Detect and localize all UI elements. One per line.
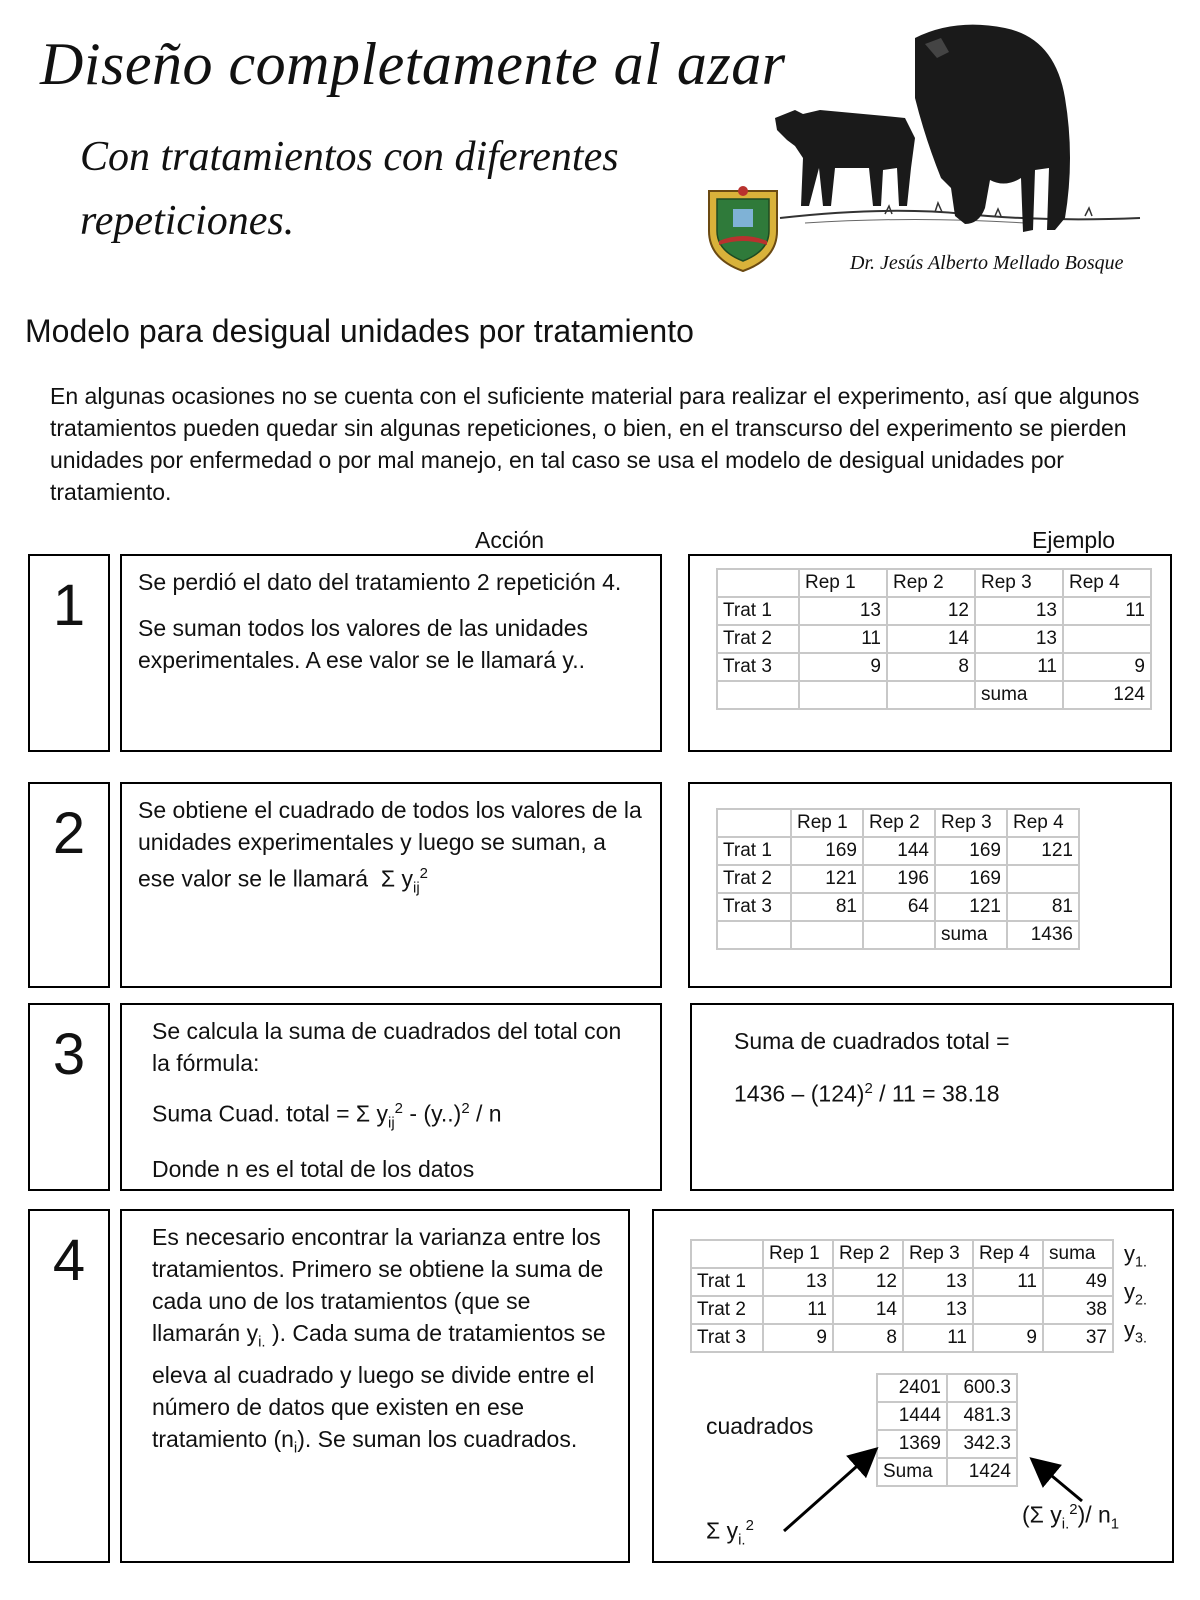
table-cell: 8 <box>887 653 975 681</box>
arrow-right-icon <box>1034 1461 1082 1501</box>
table-cell: Trat 3 <box>717 653 799 681</box>
table-cell: suma <box>935 921 1007 949</box>
step-1-table <box>716 568 1152 710</box>
step-2-example <box>688 782 1172 988</box>
intro-paragraph: En algunas ocasiones no se cuenta con el suficiente material para realizar el experimento, así que algunos tratamientos pueden quedar sin algunas repeticiones, o bien, en el transcurso del experimento se pierden unidades por enfermedad o por mal manejo, en tal caso se usa el modelo de desigual unidades por tratamiento. <box>50 383 1140 505</box>
label-base: Σ y <box>706 1517 739 1544</box>
table-header-cell: suma <box>1043 1240 1113 1268</box>
table-cell: 600.3 <box>947 1374 1017 1402</box>
table-header-cell: Rep 3 <box>975 569 1063 597</box>
step-3-action <box>120 1003 662 1191</box>
table-cell: 169 <box>935 837 1007 865</box>
step-3-formula <box>152 1093 644 1139</box>
table-cell <box>887 681 975 709</box>
table-header-cell: Rep 1 <box>791 809 863 837</box>
step-number-4: 4 <box>28 1209 110 1563</box>
table-row <box>717 653 1151 681</box>
table-cell <box>799 681 887 709</box>
page-subtitle: Con tratamientos con diferentes repeticiones. <box>80 134 619 244</box>
table-cell: Trat 1 <box>691 1268 763 1296</box>
table-cell: 9 <box>973 1324 1043 1352</box>
table-cell: 481.3 <box>947 1402 1017 1430</box>
table-cell <box>717 921 791 949</box>
table-row <box>717 681 1151 709</box>
step-2-table <box>716 808 1080 950</box>
table-cell <box>863 921 935 949</box>
label-sup: 2 <box>745 1517 754 1534</box>
sum-squares-label <box>706 1517 754 1548</box>
table-cell: 81 <box>791 893 863 921</box>
step-3-example <box>690 1003 1174 1191</box>
calc-part: / 11 = 38.18 <box>872 1080 1000 1107</box>
squares-over-n-label <box>1022 1501 1119 1532</box>
formula-subscript: ij <box>388 1114 395 1132</box>
table-row <box>717 893 1079 921</box>
table-cell: Suma <box>877 1458 947 1486</box>
table-header-cell: Rep 2 <box>863 809 935 837</box>
step-number-3: 3 <box>28 1003 110 1191</box>
step-2-superscript: 2 <box>419 865 428 882</box>
step-2-action <box>120 782 662 988</box>
table-cell <box>791 921 863 949</box>
step-2-text: Se obtiene el cuadrado de todos los valores de la unidades experimentales y luego se suman, a ese valor se le llamará <box>138 797 642 892</box>
table-cell: 2401 <box>877 1374 947 1402</box>
table-cell: 9 <box>1063 653 1151 681</box>
step-4-text-c: ). Se suman los cuadrados. <box>297 1425 578 1452</box>
table-row <box>717 921 1079 949</box>
table-cell: 121 <box>1007 837 1079 865</box>
formula-part: Suma Cuad. total = Σ y <box>152 1100 389 1127</box>
step-3-text-2: Donde n es el total de los datos <box>152 1156 475 1183</box>
table-cell <box>717 681 799 709</box>
table-cell: 169 <box>791 837 863 865</box>
table-cell: 124 <box>1063 681 1151 709</box>
step-3-text-1: Se calcula la suma de cuadrados del total con la fórmula: <box>152 1018 622 1076</box>
university-crest-icon <box>705 183 781 273</box>
table-cell: 8 <box>833 1324 903 1352</box>
table-cell: 9 <box>799 653 887 681</box>
table-header-cell: Rep 1 <box>799 569 887 597</box>
label-part: )/ n <box>1077 1501 1111 1528</box>
table-cell: 64 <box>863 893 935 921</box>
table-cell: 11 <box>1063 597 1151 625</box>
table-cell: 13 <box>903 1296 973 1324</box>
table-cell: Trat 3 <box>691 1324 763 1352</box>
step-1-text-1: Se perdió el dato del tratamiento 2 repetición 4. <box>138 569 622 595</box>
calc-part: 1436 – (124) <box>734 1080 865 1107</box>
table-row <box>717 865 1079 893</box>
formula-superscript: 2 <box>394 1100 403 1117</box>
table-cell: 196 <box>863 865 935 893</box>
table-cell: 12 <box>833 1268 903 1296</box>
table-cell: 342.3 <box>947 1430 1017 1458</box>
table-cell: 11 <box>799 625 887 653</box>
table-cell: 144 <box>863 837 935 865</box>
step-2-subscript: ij <box>413 879 420 897</box>
table-row <box>717 625 1151 653</box>
table-cell: 1424 <box>947 1458 1017 1486</box>
step-1-text-2: Se suman todos los valores de las unidades experimentales. A ese valor se le llamará y.. <box>138 615 589 673</box>
label-base: y <box>1124 1317 1135 1342</box>
table-header-cell: Rep 3 <box>903 1240 973 1268</box>
table-cell: suma <box>975 681 1063 709</box>
table-cell: Trat 3 <box>717 893 791 921</box>
table-header-cell: Rep 2 <box>833 1240 903 1268</box>
formula-superscript: 2 <box>461 1100 470 1117</box>
table-cell <box>1063 625 1151 653</box>
page-title: Diseño completamente al azar <box>40 31 786 97</box>
table-header-cell: Rep 4 <box>1063 569 1151 597</box>
formula-part: / n <box>469 1100 502 1127</box>
author-name: Dr. Jesús Alberto Mellado Bosque <box>850 252 1124 274</box>
label-base: y <box>1124 1279 1135 1304</box>
table-header-row <box>717 569 1151 597</box>
table-cell: 11 <box>903 1324 973 1352</box>
table-header-cell: Rep 3 <box>935 809 1007 837</box>
table-header-cell: Rep 4 <box>973 1240 1043 1268</box>
label-sup: 2 <box>1069 1501 1078 1518</box>
table-header-cell: Rep 2 <box>887 569 975 597</box>
label-sub: 1 <box>1110 1515 1120 1533</box>
table-cell: 1436 <box>1007 921 1079 949</box>
step-1-action <box>120 554 662 752</box>
table-cell: Trat 1 <box>717 597 799 625</box>
step-3-example-label: Suma de cuadrados total = <box>734 1028 1010 1054</box>
squares-label: cuadrados <box>706 1413 814 1439</box>
label-sub: 1. <box>1135 1254 1147 1271</box>
table-cell: 13 <box>975 597 1063 625</box>
arrow-left-icon <box>784 1451 874 1531</box>
table-cell: 49 <box>1043 1268 1113 1296</box>
table-cell: 121 <box>935 893 1007 921</box>
label-sub: i. <box>1061 1515 1070 1533</box>
column-header-example: Ejemplo <box>1032 527 1116 553</box>
table-cell: 1369 <box>877 1430 947 1458</box>
table-header-cell: Rep 4 <box>1007 809 1079 837</box>
table-cell <box>1007 865 1079 893</box>
label-sub: 3. <box>1135 1330 1147 1347</box>
table-cell: 81 <box>1007 893 1079 921</box>
label-sub: i. <box>738 1531 746 1549</box>
table-cell: Trat 2 <box>717 625 799 653</box>
step-2-symbol: Σ y <box>380 865 413 892</box>
table-cell: 1444 <box>877 1402 947 1430</box>
cattle-illustration-icon <box>765 18 1155 250</box>
step-4-action <box>120 1209 630 1563</box>
table-cell: 13 <box>763 1268 833 1296</box>
table-row <box>717 597 1151 625</box>
label-part: (Σ y <box>1022 1501 1062 1528</box>
table-cell: Trat 2 <box>717 865 791 893</box>
column-header-action: Acción <box>475 527 545 553</box>
step-number-2: 2 <box>28 782 110 988</box>
step-4-subscript-2: i <box>293 1439 298 1457</box>
table-cell: 12 <box>887 597 975 625</box>
step-number-1: 1 <box>28 554 110 752</box>
table-cell: 14 <box>887 625 975 653</box>
table-cell: 121 <box>791 865 863 893</box>
table-cell: Trat 2 <box>691 1296 763 1324</box>
label-sub: 2. <box>1135 1292 1147 1309</box>
table-cell: 14 <box>833 1296 903 1324</box>
table-header-row <box>717 809 1079 837</box>
table-cell: 169 <box>935 865 1007 893</box>
table-row <box>717 837 1079 865</box>
table-cell: 13 <box>975 625 1063 653</box>
table-cell: Trat 1 <box>717 837 791 865</box>
step-3-example-calc <box>734 1073 1130 1110</box>
table-cell: 11 <box>763 1296 833 1324</box>
table-cell: 37 <box>1043 1324 1113 1352</box>
step-4-subscript-1: i. <box>258 1333 266 1351</box>
table-cell: 13 <box>903 1268 973 1296</box>
table-cell: 11 <box>975 653 1063 681</box>
step-4-text-b: ). Cada suma de tratamientos se eleva al cuadrado y luego se divide entre el número de datos que existen en ese tratamiento (n <box>152 1320 606 1452</box>
formula-part: - (y..) <box>402 1100 462 1127</box>
step-4-text-a: Es necesario encontrar la varianza entre los tratamientos. Primero se obtiene la suma de cada uno de los tratamientos (que se llamarán y <box>152 1224 604 1346</box>
table-cell: 38 <box>1043 1296 1113 1324</box>
table-cell: 11 <box>973 1268 1043 1296</box>
table-cell: 9 <box>763 1324 833 1352</box>
section-heading: Modelo para desigual unidades por tratamiento <box>25 313 694 349</box>
step-4-example <box>652 1209 1174 1563</box>
calc-superscript: 2 <box>864 1080 873 1097</box>
label-base: y <box>1124 1241 1135 1266</box>
table-cell: 13 <box>799 597 887 625</box>
step-1-example <box>688 554 1172 752</box>
table-header-cell: Rep 1 <box>763 1240 833 1268</box>
